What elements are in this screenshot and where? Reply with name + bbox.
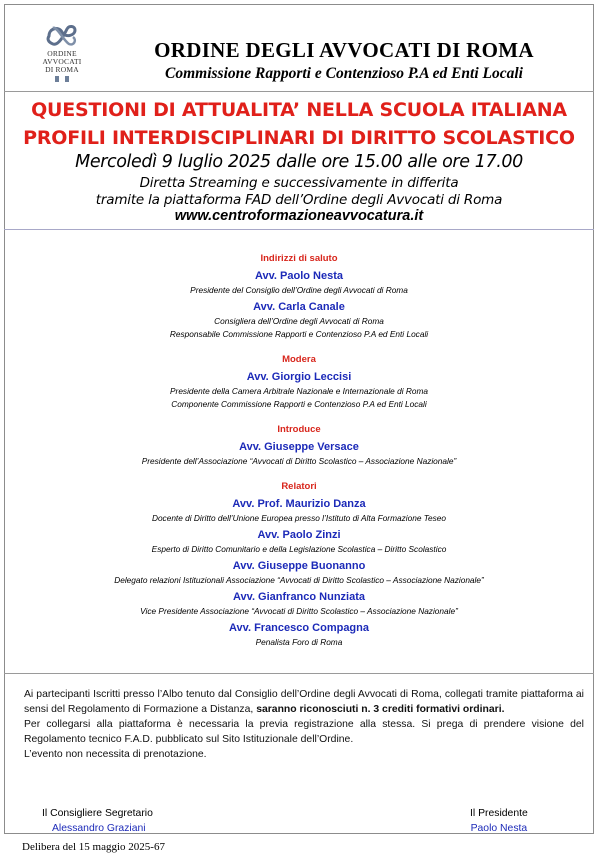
- credits-note-highlight: saranno riconosciuti n. 3 crediti formativi ordinari.: [256, 704, 505, 715]
- speaker-name: Avv. Paolo Zinzi: [257, 529, 341, 541]
- letterhead: [4, 4, 594, 92]
- logo-caption: ORDINE AVVOCATI DI ROMA: [42, 49, 82, 74]
- speaker-description: Delegato relazioni Istituzionali Associazione “Avvocati di Diritto Scolastico – Associazione Nazionale”: [114, 575, 484, 585]
- pillar-icon: [55, 76, 59, 82]
- president-title: Il Presidente: [470, 808, 528, 819]
- secretary-title: Il Consigliere Segretario: [42, 808, 153, 819]
- speaker-name: Avv. Giuseppe Buonanno: [232, 560, 366, 572]
- event-title-line-2: PROFILI INTERDISCIPLINARI DI DIRITTO SCOLASTICO: [23, 127, 575, 149]
- logo-pillars: [34, 76, 90, 82]
- section-role-intro: Introduce: [277, 424, 321, 435]
- knot-emblem-icon: [45, 24, 79, 48]
- registration-note: Per collegarsi alla piattaforma è necessaria la previa registrazione alla stessa. Si prega di prendere visione del Regolamento tecnico F.A.D. pubblicato sul Sito Istituzionale dell’Ordine.: [24, 719, 584, 745]
- section-divider: [4, 673, 594, 674]
- booking-note: L’evento non necessita di prenotazione.: [24, 749, 207, 760]
- event-title-line-1: QUESTIONI DI ATTUALITA’ NELLA SCUOLA ITALIANA: [31, 99, 567, 121]
- section-role-speakers: Relatori: [281, 481, 317, 492]
- speaker-description: Vice Presidente Associazione “Avvocati di Diritto Scolastico – Associazione Nazionale”: [140, 606, 458, 616]
- signature-secretary: [42, 806, 153, 836]
- speaker-description: Consigliera dell’Ordine degli Avvocati di Roma: [214, 316, 384, 326]
- secretary-name: Alessandro Graziani: [52, 823, 146, 834]
- commission-name: Commissione Rapporti e Contenzioso P.A ed Enti Locali: [165, 65, 523, 82]
- speaker-description: Penalista Foro di Roma: [255, 637, 343, 647]
- speaker-description: Esperto di Diritto Comunitario e della Legislazione Scolastica – Diritto Scolastico: [151, 544, 447, 554]
- speaker-description: Responsabile Commissione Rapporti e Contenzioso P.A ed Enti Locali: [169, 329, 429, 339]
- speaker-description: Presidente del Consiglio dell’Ordine degli Avvocati di Roma: [190, 285, 408, 295]
- speaker-name: Avv. Paolo Nesta: [254, 270, 344, 282]
- speaker-name: Avv. Prof. Maurizio Danza: [232, 498, 366, 510]
- event-date: Mercoledì 9 luglio 2025 dalle ore 15.00 alle ore 17.00: [75, 152, 523, 172]
- speaker-description: Docente di Diritto dell’Unione Europea presso l’Istituto di Alta Formazione Teseo: [151, 513, 447, 523]
- speaker-description: Presidente dell’Associazione “Avvocati di Diritto Scolastico – Associazione Nazionale”: [141, 456, 457, 466]
- section-role-greetings: Indirizzi di saluto: [260, 253, 338, 264]
- credits-note: [24, 687, 584, 717]
- program: [4, 252, 594, 649]
- speaker-name: Avv. Francesco Compagna: [229, 622, 369, 634]
- signature-president: [470, 806, 528, 836]
- streaming-info-line-1: Diretta Streaming e successivamente in differita: [139, 175, 459, 191]
- section-role-moderator: Modera: [282, 354, 316, 365]
- speaker-description: Componente Commissione Rapporti e Contenzioso P.A ed Enti Locali: [171, 399, 427, 409]
- organization-name: ORDINE DEGLI AVVOCATI DI ROMA: [154, 38, 534, 62]
- president-name: Paolo Nesta: [470, 823, 528, 834]
- speaker-name: Avv. Giorgio Leccisi: [246, 371, 352, 383]
- bar-association-logo: [34, 24, 90, 82]
- speaker-name: Avv. Carla Canale: [253, 301, 345, 313]
- streaming-info-line-2: tramite la piattaforma FAD dell’Ordine degli Avvocati di Roma: [95, 192, 503, 208]
- speaker-description: Presidente della Camera Arbitrale Nazionale e Internazionale di Roma: [170, 386, 428, 396]
- pillar-icon: [65, 76, 69, 82]
- resolution-reference: Delibera del 15 maggio 2025-67: [22, 841, 165, 853]
- credits-note-text: Ai partecipanti Iscritti presso l’Albo tenuto dal Consiglio dell’Ordine degli Avvocati di Roma, collegati tramite piattaforma ai sensi del Regolamento di Formazione a Distanza,: [24, 689, 584, 715]
- speaker-name: Avv. Giuseppe Versace: [239, 441, 359, 453]
- event-header: [4, 92, 594, 230]
- website-link[interactable]: www.centroformazioneavvocatura.it: [174, 208, 424, 224]
- speaker-name: Avv. Gianfranco Nunziata: [232, 591, 366, 603]
- participation-notes: [24, 687, 584, 762]
